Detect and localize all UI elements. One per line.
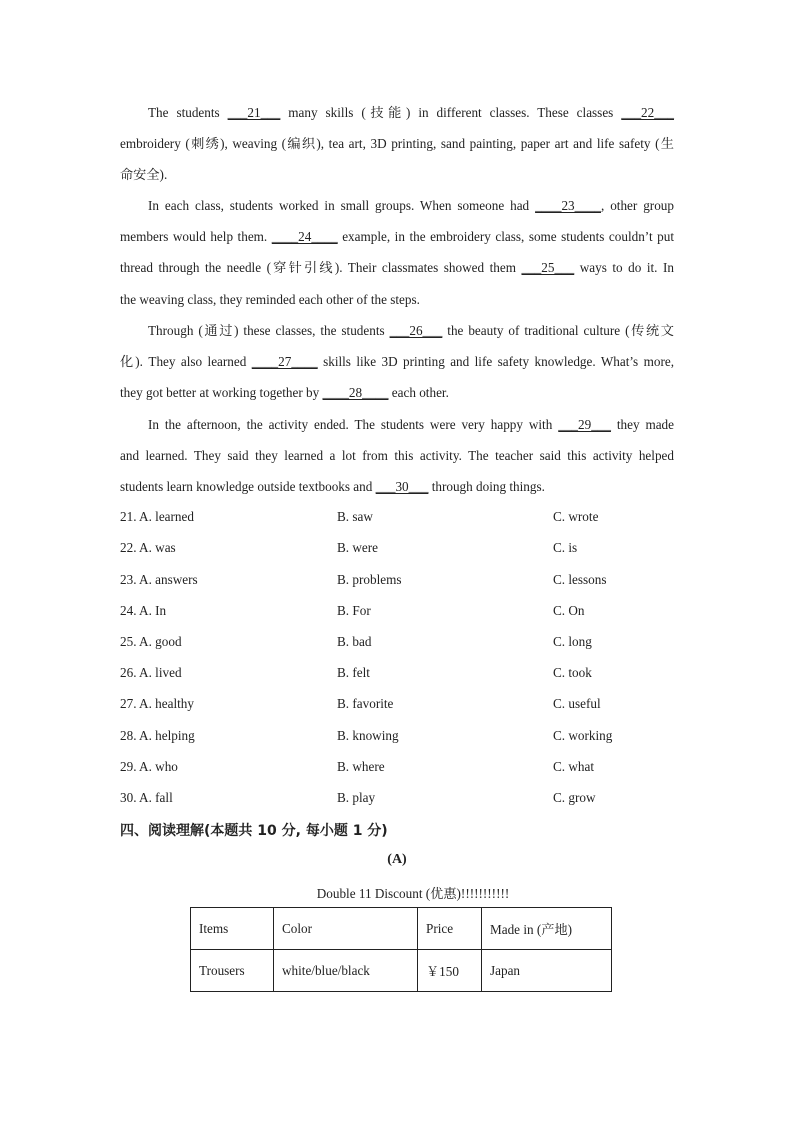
blank-23: ____23____ [535,198,601,213]
question-30-options [120,790,680,810]
table-header-cell: Price [418,908,482,950]
option-a: 23. A. answers [120,572,198,587]
passage-paragraph-3 [120,315,674,409]
option-c: C. wrote [553,509,599,524]
option-a: 22. A. was [120,540,176,555]
question-28-options [120,728,680,748]
passage-line: Through (通过) these classes, the students ___26___ the beauty of traditional culture (传统文 [148,323,674,338]
option-a: 26. A. lived [120,665,182,680]
question-21-options [120,509,680,529]
blank-24: ____24____ [271,229,338,245]
question-27-options [120,696,680,716]
option-a: 29. A. who [120,759,178,774]
option-b: B. saw [337,509,373,524]
passage-line: embroidery (刺绣), weaving (编织), tea art, 3D printing, sand painting, paper art and life safety (生 [120,136,674,152]
passage-line: the weaving class, they reminded each other of the steps. [120,291,420,307]
blank-27: ____27____ [251,354,318,370]
option-c: C. working [553,728,613,743]
question-26-options [120,665,680,685]
option-a: 27. A. healthy [120,696,194,711]
table-header-cell: Made in (产地) [482,908,612,950]
passage-line: In the afternoon, the activity ended. The students were very happy with ___29___ they made [148,417,675,432]
section-title: 四、阅读理解(本题共 10 分, 每小题 1 分) [120,823,388,839]
passage-line: In each class, students worked in small groups. When someone had ____23____, other group [148,198,674,213]
question-29-options [120,759,680,779]
passage-line: students learn knowledge outside textbooks and ___30___ through doing things. [120,479,545,495]
option-c: C. lessons [553,572,607,587]
discount-table [190,907,612,992]
option-b: B. were [337,540,379,555]
option-a: 24. A. In [120,603,167,618]
question-24-options [120,603,680,623]
option-c: C. took [553,665,592,680]
table-cell: Japan [482,950,612,992]
passage-line: 化). They also learned ____27____ skills like 3D printing and life safety knowledge. What’s more, [120,354,674,370]
passage-line: members would help them. ____24____ example, in the embroidery class, some students couldn’t put [120,229,674,245]
option-a: 28. A. helping [120,728,195,743]
table-header-cell: Items [191,908,274,950]
option-a: 30. A. fall [120,790,173,805]
passage-paragraph-1 [120,97,674,191]
option-c: C. useful [553,696,601,711]
option-b: B. favorite [337,696,394,711]
blank-28: ____28____ [322,385,389,401]
option-c: C. On [553,603,585,618]
option-b: B. knowing [337,728,399,743]
passage-line: The students ___21___ many skills (技能) in different classes. These classes ___22___ [148,105,674,120]
question-22-options [120,540,680,560]
passage-paragraph-2 [120,190,674,315]
table-cell: white/blue/black [274,950,418,992]
passage-paragraph-4 [120,409,674,503]
blank-22: ___22___ [621,105,674,120]
option-b: B. where [337,759,385,774]
table-cell: Trousers [191,950,274,992]
passage-line: 命安全). [120,167,168,183]
option-b: B. For [337,603,371,618]
question-25-options [120,634,680,654]
option-a: 21. A. learned [120,509,194,524]
option-b: B. problems [337,572,402,587]
table-cell: ￥150 [418,950,482,992]
option-b: B. bad [337,634,372,649]
blank-30: ___30___ [375,479,429,495]
blank-29: ___29___ [558,417,611,432]
option-c: C. long [553,634,592,649]
table-header-cell: Color [274,908,418,950]
option-c: C. is [553,540,578,555]
blank-21: ___21___ [227,105,281,120]
passage-line: and learned. They said they learned a lot from this activity. The teacher said this activity helped [120,448,674,464]
option-c: C. grow [553,790,596,805]
blank-26: ___26___ [389,323,443,338]
passage-label: (A) [387,852,407,867]
option-b: B. play [337,790,376,805]
option-a: 25. A. good [120,634,182,649]
passage-line: thread through the needle (穿针引线). Their classmates showed them ___25___ ways to do it. In [120,260,674,276]
blank-25: ___25___ [521,260,575,276]
option-c: C. what [553,759,595,774]
option-b: B. felt [337,665,370,680]
passage-line: they got better at working together by ____28____ each other. [120,385,449,401]
table-caption: Double 11 Discount (优惠)!!!!!!!!!!! [316,886,510,901]
question-23-options [120,572,680,592]
table-header-row [191,908,612,950]
table-row [191,950,612,992]
